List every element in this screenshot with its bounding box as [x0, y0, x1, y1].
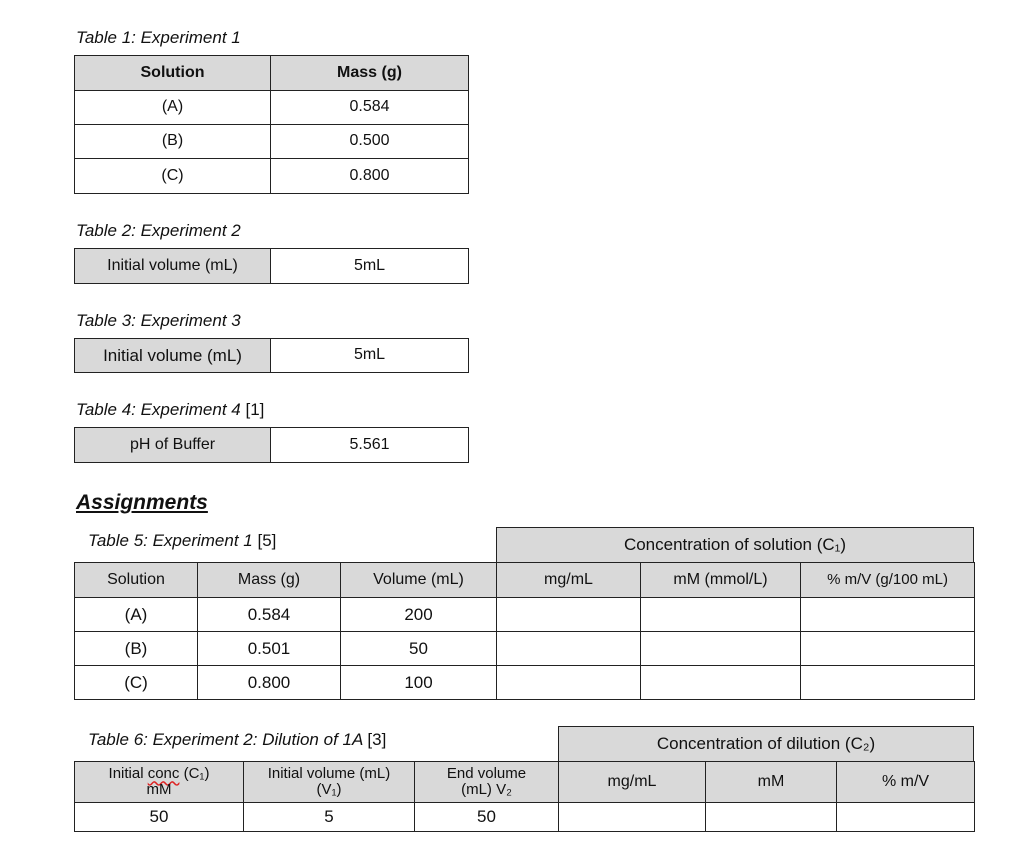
value: 5mL [271, 249, 469, 284]
answer-cell[interactable] [641, 598, 801, 632]
table1-caption: Table 1: Experiment 1 [76, 28, 241, 47]
t: (C₁) [179, 765, 210, 783]
label: pH of Buffer [75, 428, 271, 463]
table-row [75, 666, 975, 700]
table2 [74, 248, 469, 284]
table-row [75, 159, 469, 194]
answer-cell[interactable] [641, 632, 801, 666]
cell: 100 [341, 666, 497, 700]
cell: (C) [75, 159, 271, 194]
header: % m/V [837, 762, 975, 803]
caption-text: Table 4: Experiment 4 [76, 400, 241, 419]
label: Initial volume (mL) [75, 249, 271, 284]
cell: 50 [75, 803, 244, 832]
assignments-heading: Assignments [76, 491, 208, 514]
answer-cell[interactable] [706, 803, 837, 832]
header-initial-volume [244, 762, 415, 803]
table3-caption: Table 3: Experiment 3 [76, 311, 241, 330]
answer-cell[interactable] [497, 632, 641, 666]
cell: (B) [75, 125, 271, 159]
value: 5.561 [271, 428, 469, 463]
cell: 0.800 [198, 666, 341, 700]
answer-cell[interactable] [641, 666, 801, 700]
answer-cell[interactable] [559, 803, 706, 832]
cell: 5 [244, 803, 415, 832]
t: (mL) V₂ [461, 781, 512, 798]
caption-ref: [5] [257, 531, 277, 550]
table1 [74, 55, 469, 194]
table6 [74, 761, 975, 832]
t: Initial [108, 765, 148, 783]
value: 5mL [271, 339, 469, 373]
answer-cell[interactable] [801, 598, 975, 632]
table5-caption [88, 531, 276, 551]
table6-caption [88, 730, 386, 750]
header: Volume (mL) [341, 563, 497, 598]
table-row [75, 598, 975, 632]
cell: 0.500 [271, 125, 469, 159]
header: mg/mL [559, 762, 706, 803]
cell: 50 [341, 632, 497, 666]
answer-cell[interactable] [801, 666, 975, 700]
cell: 0.584 [198, 598, 341, 632]
cell: (A) [75, 91, 271, 125]
caption-text: Table 5: Experiment 1 [88, 531, 253, 550]
caption-ref: [1] [245, 400, 265, 419]
header: mg/mL [497, 563, 641, 598]
cell: 0.800 [271, 159, 469, 194]
group-header: Concentration of solution (C₁) [497, 528, 974, 563]
header-end-volume [415, 762, 559, 803]
answer-cell[interactable] [497, 666, 641, 700]
cell: 50 [415, 803, 559, 832]
caption-ref: [3] [367, 730, 387, 749]
answer-cell[interactable] [801, 632, 975, 666]
header: mM [706, 762, 837, 803]
table4-caption [76, 400, 264, 420]
table2-caption: Table 2: Experiment 2 [76, 221, 241, 240]
header: Mass (g) [198, 563, 341, 598]
cell: 200 [341, 598, 497, 632]
answer-cell[interactable] [497, 598, 641, 632]
table6-group-header [558, 726, 974, 762]
caption-text: Table 6: Experiment 2: Dilution of 1A [88, 730, 363, 749]
table-row [75, 125, 469, 159]
table-row [75, 803, 975, 832]
header-mass: Mass (g) [271, 56, 469, 91]
group-header: Concentration of dilution (C₂) [559, 727, 974, 762]
t: mM [146, 781, 172, 798]
table3 [74, 338, 469, 373]
header-initial-conc [75, 762, 244, 803]
table4 [74, 427, 469, 463]
cell: 0.501 [198, 632, 341, 666]
answer-cell[interactable] [837, 803, 975, 832]
header-solution: Solution [75, 56, 271, 91]
label: Initial volume (mL) [75, 339, 271, 373]
table5 [74, 562, 975, 700]
cell: (C) [75, 666, 198, 700]
header: mM (mmol/L) [641, 563, 801, 598]
cell: (B) [75, 632, 198, 666]
cell: 0.584 [271, 91, 469, 125]
t: (V₁) [316, 781, 342, 798]
header: % m/V (g/100 mL) [801, 563, 975, 598]
t: Initial volume (mL) [267, 765, 391, 783]
header: Solution [75, 563, 198, 598]
table5-group-header [496, 527, 974, 563]
table-row [75, 632, 975, 666]
cell: (A) [75, 598, 198, 632]
table-row [75, 91, 469, 125]
t: End volume [446, 765, 527, 783]
t: conc [147, 765, 180, 783]
